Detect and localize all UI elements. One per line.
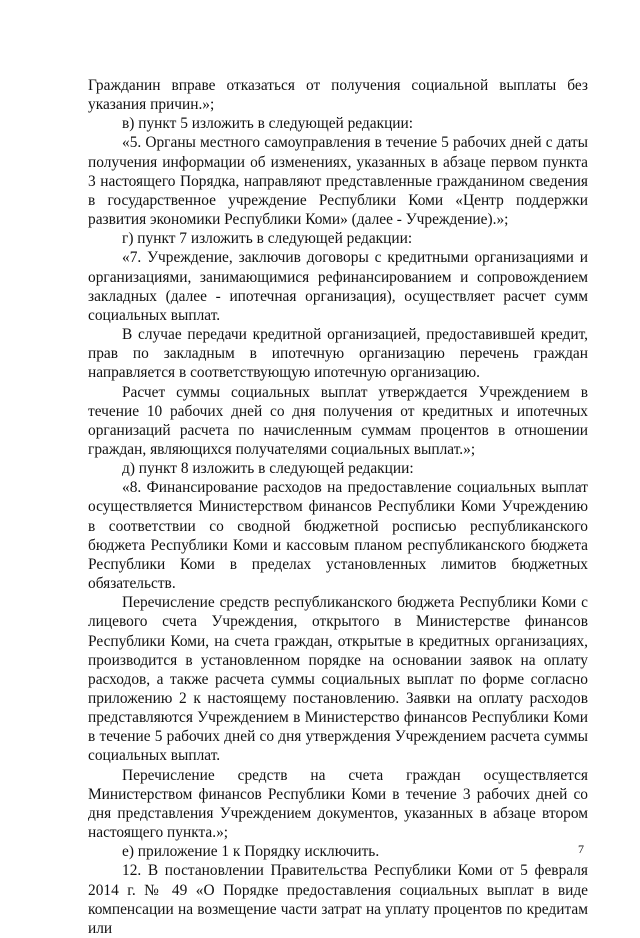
paragraph: в) пункт 5 изложить в следующей редакции: <box>122 115 414 133</box>
body-text <box>88 76 588 938</box>
paragraph: «8. Финансирование расходов на предоставление социальных выплат осуществляется Министерством финансов Республики Коми Учреждению в соответствии со сводной бюджетной росписью республиканского бюджета Республики Коми и кассовым планом республиканского бюджета Республики Коми в пределах установленных лимитов бюджетных обязательств. <box>88 479 588 593</box>
page-number: 7 <box>578 842 584 856</box>
paragraph: В случае передачи кредитной организацией, предоставившей кредит, прав по закладным в ипотечную организацию перечень граждан направляется в соответствующую ипотечную организацию. <box>88 326 588 382</box>
paragraph: Гражданин вправе отказаться от получения социальной выплаты без указания причин.»; <box>88 77 588 114</box>
paragraph: е) приложение 1 к Порядку исключить. <box>122 843 380 861</box>
paragraph: Перечисление средств на счета граждан осуществляется Министерством финансов Республики Коми в течение 3 рабочих дней со дня представления Учреждением документов, указанных в абзаце втором настоящего пункта.»; <box>88 766 588 842</box>
paragraph: Перечисление средств республиканского бюджета Республики Коми с лицевого счета Учреждения, открытого в Министерстве финансов Республики Коми, на счета граждан, открытые в кредитных организациях, производится в установленном порядке на основании заявок на оплату расходов, а также расчета суммы социальных выплат по форме согласно приложению 2 к настоящему постановлению. Заявки на оплату расходов представляются Учреждением в Министерство финансов Республики Коми в течение 5 рабочих дней со дня утверждения Учреждением расчета суммы социальных выплат. <box>88 594 588 765</box>
paragraph: д) пункт 8 изложить в следующей редакции: <box>122 460 414 478</box>
paragraph: 12. В постановлении Правительства Республики Коми от 5 февраля 2014 г. № 49 «О Порядке предоставления социальных выплат в виде компенсации на возмещение части затрат на уплату процентов по кредитам или <box>88 862 588 937</box>
paragraph: Расчет суммы социальных выплат утверждается Учреждением в течение 10 рабочих дней со дня получения от кредитных и ипотечных организаций расчета по начисленным суммам процентов в отношении граждан, являющихся получателями социальных выплат.»; <box>88 383 588 458</box>
paragraph: «7. Учреждение, заключив договоры с кредитными организациями и организациями, занимающимися рефинансированием и сопровождением закладных (далее - ипотечная организация), осуществляет расчет сумм социальных выплат. <box>88 249 588 324</box>
paragraph: г) пункт 7 изложить в следующей редакции: <box>122 230 413 248</box>
paragraph: «5. Органы местного самоуправления в течение 5 рабочих дней с даты получения информации об изменениях, указанных в абзаце первом пункта 3 настоящего Порядка, направляют представленные гражданином сведения в государственное учреждение Республики Коми «Центр поддержки развития экономики Республики Коми» (далее - Учреждение).»; <box>88 134 588 229</box>
